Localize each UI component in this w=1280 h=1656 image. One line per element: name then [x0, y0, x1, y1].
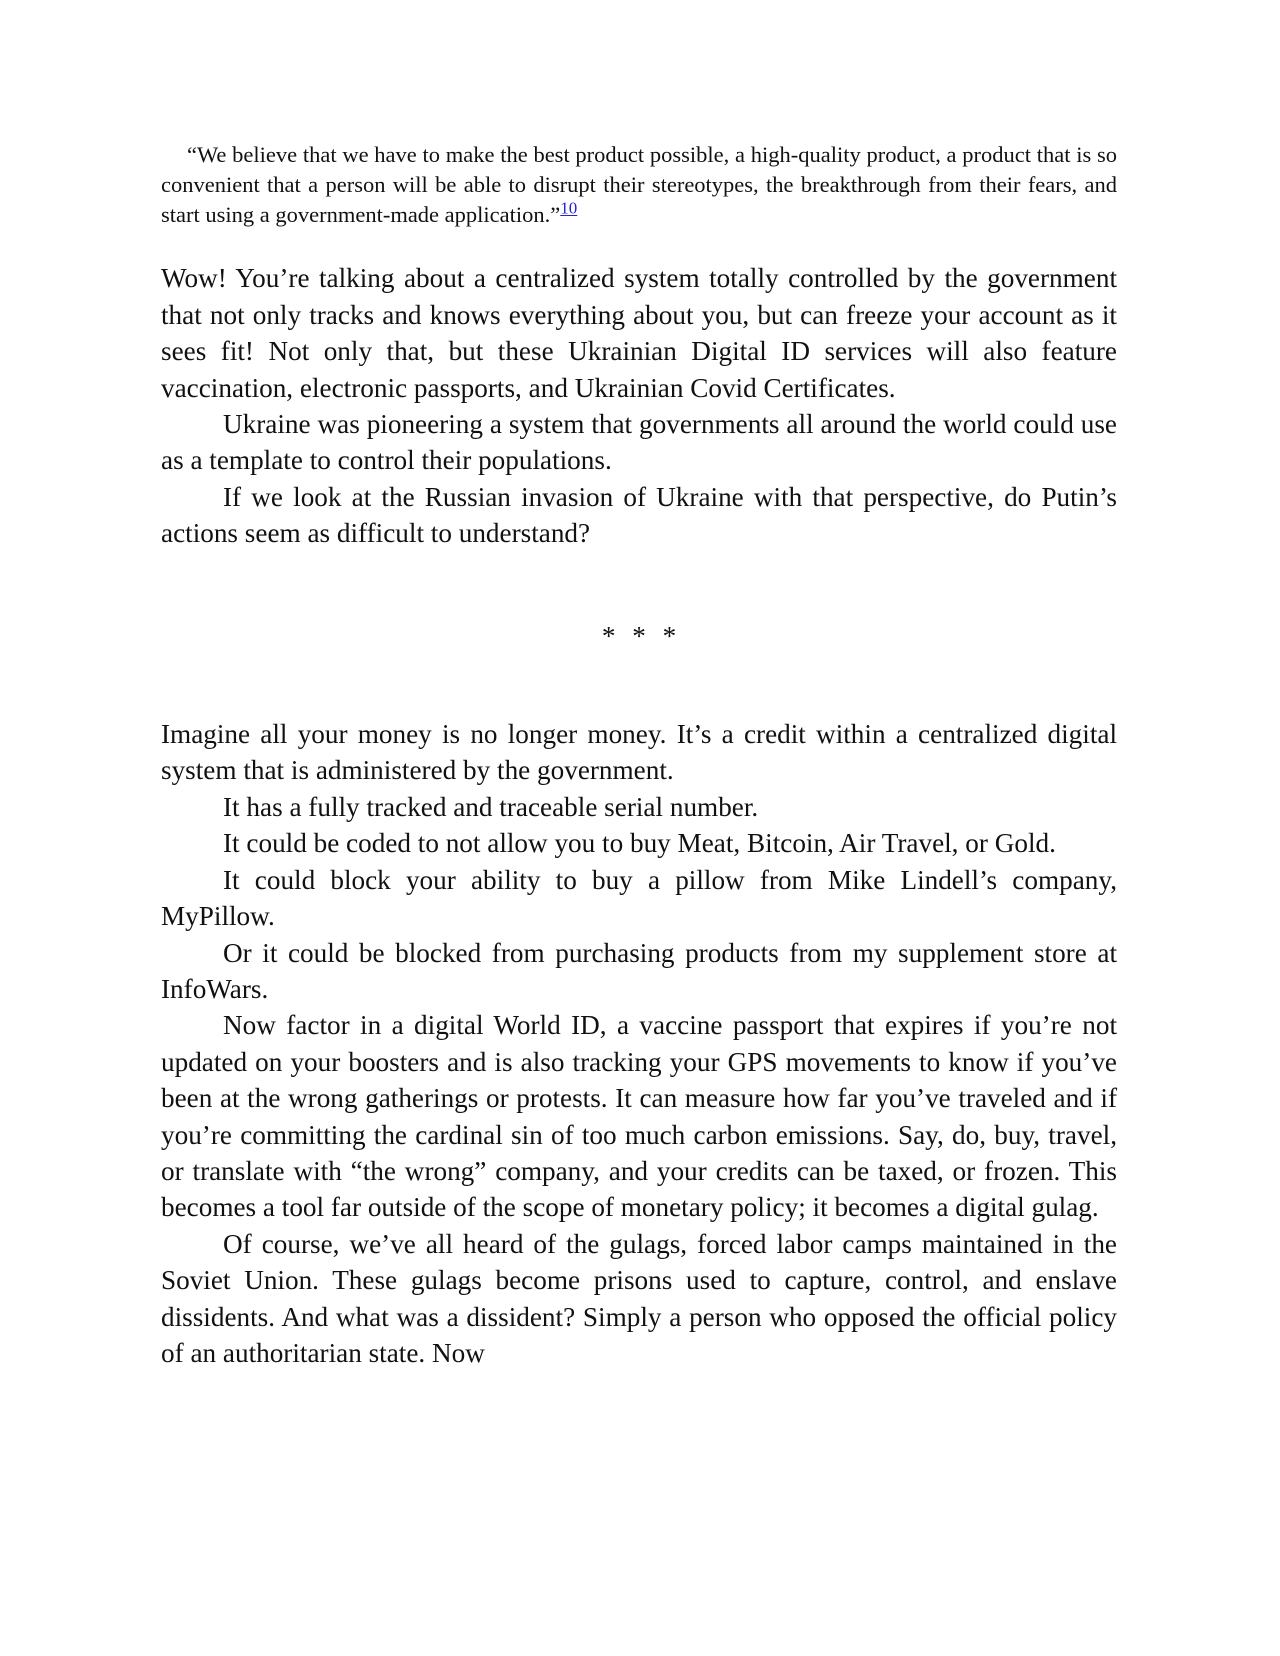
quote-text: “We believe that we have to make the best product possible, a high-quality product, a product that is so convenient that a person will be able to disrupt their stereotypes, the breakthrough from their fears, and start using a government-made application.” — [161, 142, 1117, 228]
paragraph: It could block your ability to buy a pillow from Mike Lindell’s company, MyPillow. — [161, 864, 1117, 932]
paragraph: If we look at the Russian invasion of Ukraine with that perspective, do Putin’s actions seem as difficult to understand? — [161, 481, 1117, 549]
block-quote — [161, 140, 1117, 230]
paragraph: Of course, we’ve all heard of the gulags, forced labor camps maintained in the Soviet Union. These gulags become prisons used to capture, control, and enslave dissidents. And what was a dissident? Simply a person who opposed the official policy of an authoritarian state. Now — [161, 1228, 1117, 1368]
paragraph: It could be coded to not allow you to buy Meat, Bitcoin, Air Travel, or Gold. — [223, 828, 1056, 859]
paragraph: Wow! You’re talking about a centralized system totally controlled by the government that not only tracks and knows everything about you, but can freeze your account as it sees fit! Not only that, but these Ukrainian Digital ID services will also feature vaccination, electronic passports, and Ukrainian Covid Certificates. — [161, 263, 1117, 403]
section-before-divider — [161, 260, 1117, 551]
paragraph: Ukraine was pioneering a system that governments all around the world could use as a template to control their populations. — [161, 409, 1117, 476]
paragraph: It has a fully tracked and traceable serial number. — [223, 791, 759, 822]
paragraph: Now factor in a digital World ID, a vaccine passport that expires if you’re not updated on your boosters and is also tracking your GPS movements to know if you’ve been at the wrong gatherings or protests. It can measure how far you’ve traveled and if you’re committing the cardinal sin of too much carbon emissions. Say, do, buy, travel, or translate with “the wrong” company, and your credits can be taxed, or frozen. This becomes a tool far outside of the scope of monetary policy; it becomes a digital gulag. — [161, 1010, 1117, 1223]
section-after-divider — [161, 716, 1117, 1371]
paragraph: Or it could be blocked from purchasing products from my supplement store at InfoWars. — [161, 937, 1117, 1004]
section-divider: * * * — [601, 620, 677, 651]
footnote-superscript — [560, 199, 577, 218]
footnote-link[interactable]: 10 — [560, 198, 578, 218]
paragraph: Imagine all your money is no longer money. It’s a credit within a centralized digital system that is administered by the government. — [161, 719, 1117, 786]
